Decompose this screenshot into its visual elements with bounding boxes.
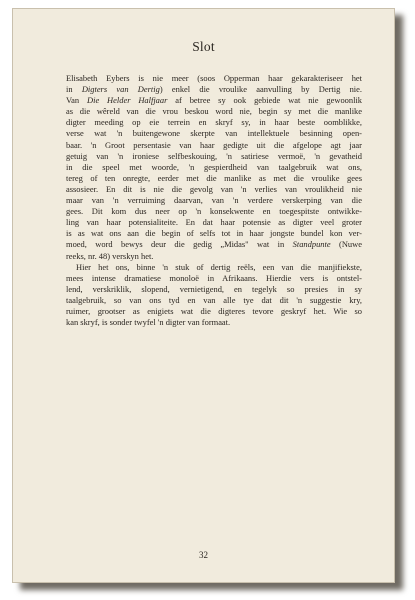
text-line bbox=[66, 151, 362, 162]
text-line bbox=[66, 84, 362, 95]
text-run: ruimer, grootser as enigiets wat die digteres tevore geskryf het. Wie so bbox=[66, 305, 362, 316]
text-line bbox=[66, 173, 362, 184]
text-run: is as wat ons aan die begin of selfs tot in haar jongste bundel kon ver- bbox=[66, 228, 362, 239]
text-line bbox=[66, 295, 362, 306]
text-line bbox=[66, 251, 362, 262]
text-run: baar. 'n Groot persentasie van haar gedigte uit die afgelope agt jaar bbox=[66, 139, 362, 150]
text-line bbox=[66, 262, 362, 273]
text-line bbox=[66, 239, 362, 250]
text-line bbox=[66, 228, 362, 239]
text-run: kan skryf, is sonder twyfel 'n digter van formaat. bbox=[66, 317, 231, 328]
text-run: tereg of ten onregte, eerder met die manlike as met die vroulike gees bbox=[66, 172, 362, 183]
text-line bbox=[66, 217, 362, 228]
text-run: digter meeding op eie terrein en skryf sy, in haar beste oomblikke, bbox=[66, 117, 362, 128]
text-run: gees. Dit kom dus neer op 'n konsekwente en toegespitste ontwikke- bbox=[66, 206, 362, 217]
text-line bbox=[66, 140, 362, 151]
text-run: Van bbox=[66, 95, 87, 106]
text-run: ) enkel die vroulike aanvulling by Dertig nie. bbox=[159, 84, 362, 95]
text-run: in die speel met woorde, 'n gespierdheid van taalgebruik wat ons, bbox=[66, 161, 362, 172]
text-run: maar van 'n verruiming daarvan, van 'n verdere verskerping van die bbox=[66, 195, 362, 206]
text-run: taalgebruik, so van ons tyd en van alle tye dat dit 'n suggestie kry, bbox=[66, 294, 362, 305]
text-line bbox=[66, 284, 362, 295]
text-run: as die wêreld van die vrou beskou word nie, begin sy met die manlike bbox=[66, 106, 362, 117]
text-run: af betree sy ook gebiede wat nie gewoonlik bbox=[167, 95, 363, 106]
text-line bbox=[66, 73, 362, 84]
body-text bbox=[66, 73, 362, 328]
text-run: Hier het ons, binne 'n stuk of dertig reëls, een van die manjifiekste, bbox=[76, 261, 362, 272]
text-run: Elisabeth Eybers is nie meer (soos Opperman haar gekarakteriseer het bbox=[66, 73, 362, 83]
italic-title: Digters van Dertig bbox=[81, 84, 160, 95]
text-line bbox=[66, 184, 362, 195]
text-run: in bbox=[66, 84, 82, 95]
text-run: lend, verskriklik, slopend, vernietigend, en tegelyk so presies in sy bbox=[66, 283, 362, 294]
text-run: verse wat 'n buitengewone skerpte van intellektuele besinning open- bbox=[66, 128, 362, 139]
text-run: moed, word bewys deur die gedig „Midas" wat in bbox=[66, 239, 293, 250]
text-run: mees intense dramatiese monoloë in Afrikaans. Hierdie vers is ontstel- bbox=[66, 272, 362, 283]
text-line bbox=[66, 162, 362, 173]
text-run: reeks, nr. 48) verskyn het. bbox=[66, 250, 154, 261]
text-run: getuig van 'n ironiese selfbeskouing, 'n satiriese vermoë, 'n gevatheid bbox=[66, 150, 362, 161]
text-line bbox=[66, 117, 362, 128]
italic-title: Standpunte bbox=[292, 239, 331, 250]
text-line bbox=[66, 106, 362, 117]
text-line bbox=[66, 206, 362, 217]
text-line bbox=[66, 306, 362, 317]
page-title: Slot bbox=[192, 39, 215, 54]
text-line bbox=[66, 317, 362, 328]
text-line bbox=[66, 273, 362, 284]
text-run: (Nuwe bbox=[330, 239, 362, 250]
book-page bbox=[12, 8, 395, 583]
paragraph bbox=[66, 262, 362, 329]
text-line bbox=[66, 95, 362, 106]
text-run: assosieer. En dit is nie die gevolg van 'n verlies van vroulikheid nie bbox=[66, 183, 362, 194]
text-run: ling van haar potensialiteite. En dat haar potensie as digter veel groter bbox=[66, 217, 362, 228]
text-line bbox=[66, 195, 362, 206]
page-number: 32 bbox=[199, 550, 208, 560]
paragraph bbox=[66, 73, 362, 262]
italic-title: Die Helder Halfjaar bbox=[87, 95, 168, 106]
text-line bbox=[66, 128, 362, 139]
